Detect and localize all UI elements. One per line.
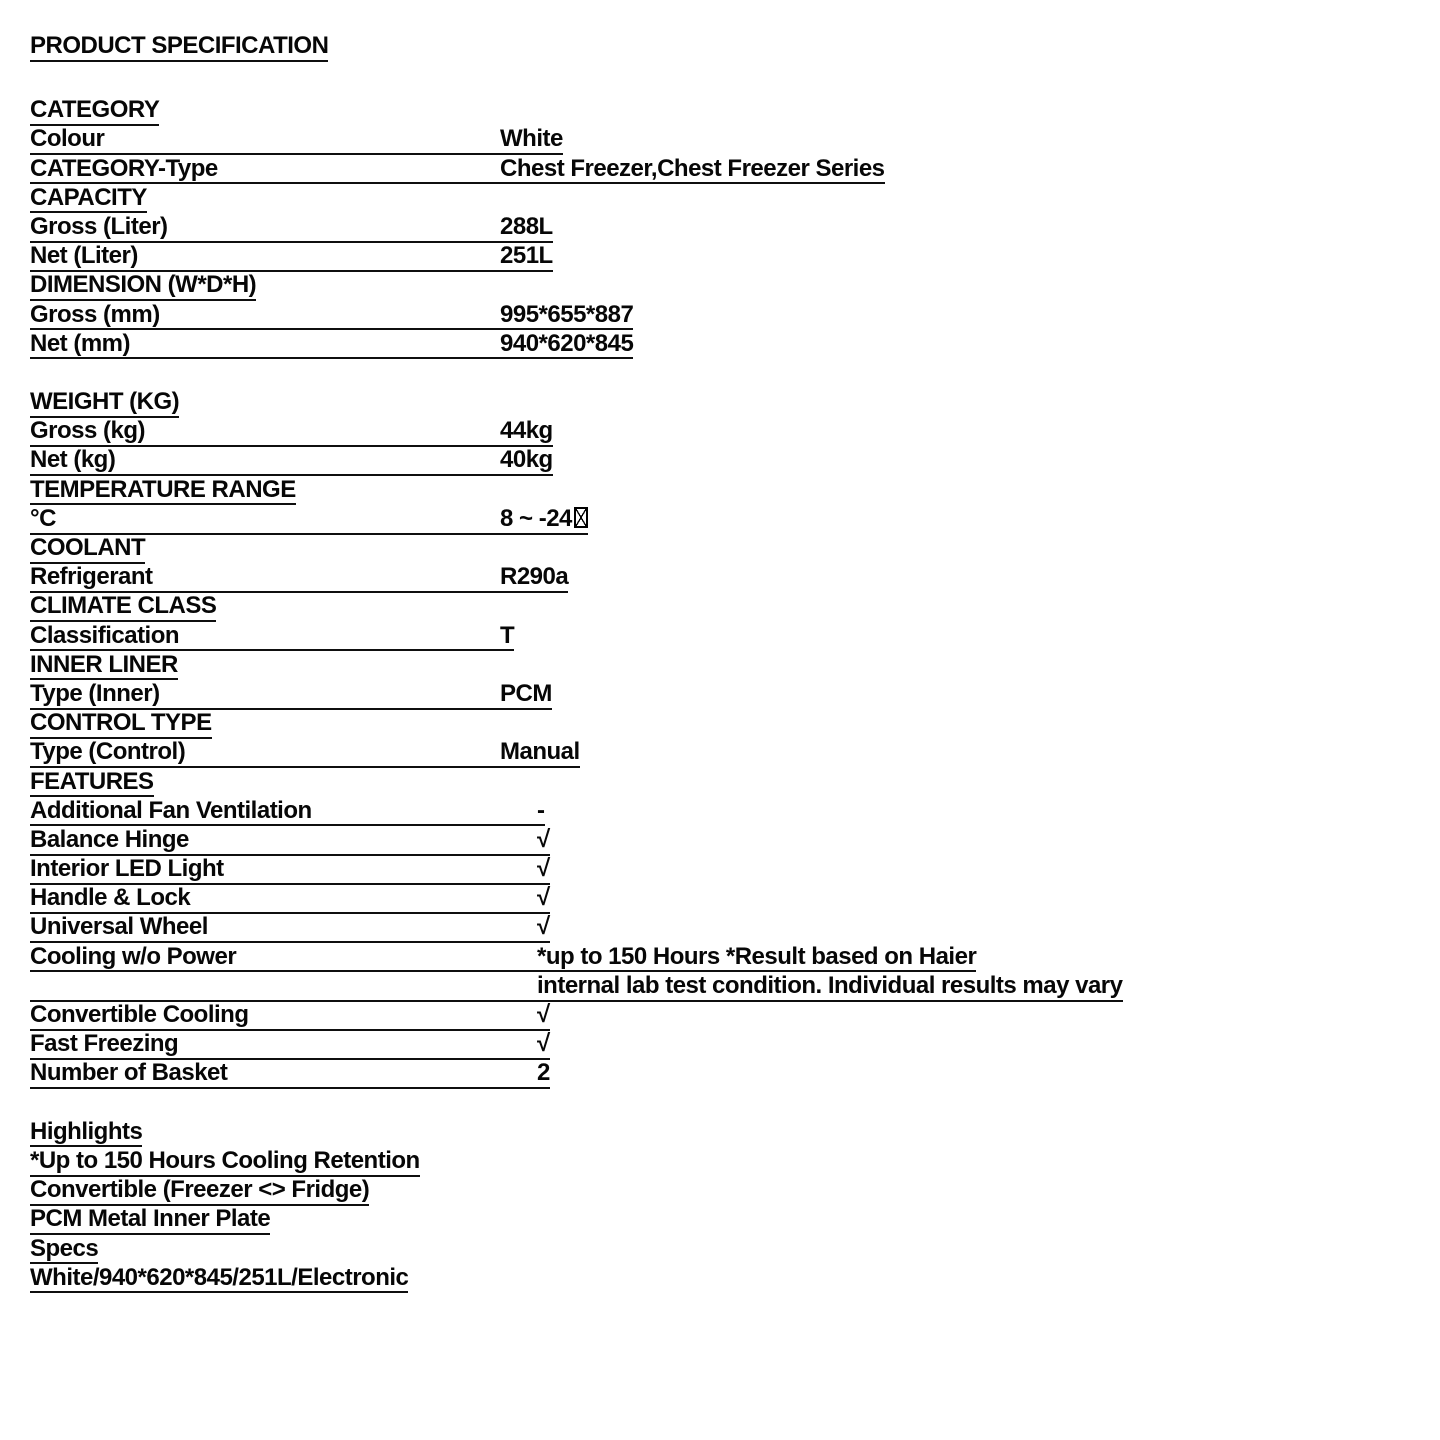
spec-row-line (30, 418, 553, 447)
spec-row-line (30, 681, 552, 710)
highlight-line: PCM Metal Inner Plate (30, 1206, 270, 1235)
spec-label: °C (30, 504, 56, 532)
section-header-row (30, 652, 1410, 681)
spec-value: 288L (500, 212, 553, 240)
section-header-row (30, 389, 1410, 418)
spec-row (30, 1002, 1410, 1031)
spec-row (30, 681, 1410, 710)
spec-row (30, 447, 1410, 476)
spec-value: - (537, 796, 545, 824)
spec-row-line (30, 1002, 550, 1031)
missing-glyph-box-icon (574, 507, 588, 528)
spec-label: Convertible Cooling (30, 1001, 249, 1028)
spec-rows (30, 97, 1410, 1294)
spec-row-line (30, 214, 553, 243)
highlight-row (30, 1148, 1410, 1177)
section-header-row (30, 710, 1410, 739)
spec-row (30, 506, 1410, 535)
highlight-line: Convertible (Freezer <> Fridge) (30, 1177, 369, 1206)
spec-row-line (30, 564, 568, 593)
spec-value: √ (537, 884, 550, 912)
spec-row-line (30, 331, 633, 360)
spec-label: Net (mm) (30, 329, 131, 357)
spec-row-line (30, 944, 976, 973)
spec-value: Chest Freezer,Chest Freezer Series (500, 154, 885, 182)
highlight-row (30, 1236, 1410, 1265)
spec-row (30, 1060, 1410, 1089)
spec-label: Type (Inner) (30, 679, 160, 707)
section-header-row (30, 535, 1410, 564)
spec-value: White (500, 125, 563, 153)
spec-value: 44kg (500, 417, 553, 445)
section-header: WEIGHT (KG) (30, 389, 179, 418)
spec-row (30, 914, 1410, 943)
spec-row (30, 827, 1410, 856)
highlight-line: *Up to 150 Hours Cooling Retention (30, 1148, 420, 1177)
spec-value: internal lab test condition. Individual results may vary (537, 971, 1123, 999)
spec-row (30, 418, 1410, 447)
section-header: DIMENSION (W*D*H) (30, 272, 256, 301)
spec-row-line (30, 827, 550, 856)
spec-value: Manual (500, 738, 580, 766)
highlight-row (30, 1206, 1410, 1235)
spec-row-line (30, 623, 514, 652)
section-header-row (30, 97, 1410, 126)
spec-value: √ (537, 1030, 550, 1058)
spec-row-line (30, 302, 633, 331)
section-header-row (30, 593, 1410, 622)
spec-row-line (30, 885, 550, 914)
spec-row (30, 739, 1410, 768)
spec-label: Net (Liter) (30, 242, 138, 270)
section-header: CATEGORY (30, 97, 159, 126)
section-header: CLIMATE CLASS (30, 593, 216, 622)
spec-label: Balance Hinge (30, 825, 189, 853)
page-title-row (30, 33, 1410, 62)
spec-row-line (30, 447, 553, 476)
spec-row (30, 973, 1410, 1002)
spec-value: T (500, 621, 515, 649)
spec-row (30, 302, 1410, 331)
spec-row (30, 856, 1410, 885)
highlight-row (30, 1265, 1410, 1294)
section-header: CAPACITY (30, 185, 147, 214)
section-header-row (30, 185, 1410, 214)
section-header: FEATURES (30, 769, 154, 798)
blank-row (30, 360, 1410, 389)
spec-value: √ (537, 855, 550, 883)
spec-row-line (30, 506, 588, 535)
spec-label: Interior LED Light (30, 855, 224, 883)
spec-value: √ (537, 913, 550, 941)
section-header: COOLANT (30, 535, 145, 564)
spec-sheet (30, 33, 1410, 1294)
spec-value: √ (537, 1001, 550, 1028)
spec-row-line (30, 739, 580, 768)
spec-row (30, 798, 1410, 827)
spec-row (30, 885, 1410, 914)
spec-row-line (30, 1031, 550, 1060)
spec-label: Number of Basket (30, 1059, 228, 1087)
spec-label: Additional Fan Ventilation (30, 796, 312, 824)
spec-row (30, 331, 1410, 360)
spec-value: √ (537, 825, 550, 853)
spec-row (30, 156, 1410, 185)
highlight-row (30, 1119, 1410, 1148)
section-header-row (30, 272, 1410, 301)
spec-value: 40kg (500, 446, 553, 474)
spec-row (30, 243, 1410, 272)
spec-label: Gross (mm) (30, 300, 160, 328)
spec-label: Handle & Lock (30, 884, 191, 912)
section-header-row (30, 769, 1410, 798)
spec-label: Colour (30, 125, 105, 153)
spec-row-line (30, 126, 563, 155)
spec-row-line (30, 856, 550, 885)
spec-label: Type (Control) (30, 738, 186, 766)
spec-row (30, 1031, 1410, 1060)
spec-row (30, 214, 1410, 243)
spec-label: Refrigerant (30, 563, 153, 591)
spec-row (30, 564, 1410, 593)
spec-label: Net (kg) (30, 446, 116, 474)
spec-value: 251L (500, 242, 553, 270)
page-title: PRODUCT SPECIFICATION (30, 33, 328, 62)
spec-row-line (30, 798, 545, 827)
spec-value: R290a (500, 563, 569, 591)
spec-value: 940*620*845 (500, 329, 634, 357)
spec-row-line (30, 156, 885, 185)
spec-value: PCM (500, 679, 552, 707)
spec-label: Universal Wheel (30, 913, 208, 941)
section-header: CONTROL TYPE (30, 710, 212, 739)
spec-label: Gross (kg) (30, 417, 146, 445)
spec-row-line (30, 1060, 550, 1089)
spec-label: Cooling w/o Power (30, 942, 237, 970)
section-header: TEMPERATURE RANGE (30, 477, 296, 506)
spec-label: Gross (Liter) (30, 212, 168, 240)
spec-value: 8 ~ -24 (500, 504, 572, 532)
spec-row-line (30, 973, 1123, 1002)
spec-row (30, 623, 1410, 652)
highlight-line: Specs (30, 1236, 98, 1265)
spec-value: *up to 150 Hours *Result based on Haier (537, 942, 977, 970)
spec-value: 995*655*887 (500, 300, 634, 328)
highlight-line: Highlights (30, 1119, 142, 1148)
highlight-line: White/940*620*845/251L/Electronic (30, 1265, 408, 1294)
spec-row-line (30, 243, 553, 272)
section-header-row (30, 477, 1410, 506)
spec-label: CATEGORY-Type (30, 154, 218, 182)
spec-value: 2 (537, 1059, 550, 1087)
spec-row-line (30, 914, 550, 943)
spec-row (30, 126, 1410, 155)
highlight-row (30, 1177, 1410, 1206)
spec-label: Fast Freezing (30, 1030, 179, 1058)
spec-label: Classification (30, 621, 180, 649)
section-header: INNER LINER (30, 652, 178, 681)
spec-row (30, 944, 1410, 973)
blank-row (30, 1090, 1410, 1119)
